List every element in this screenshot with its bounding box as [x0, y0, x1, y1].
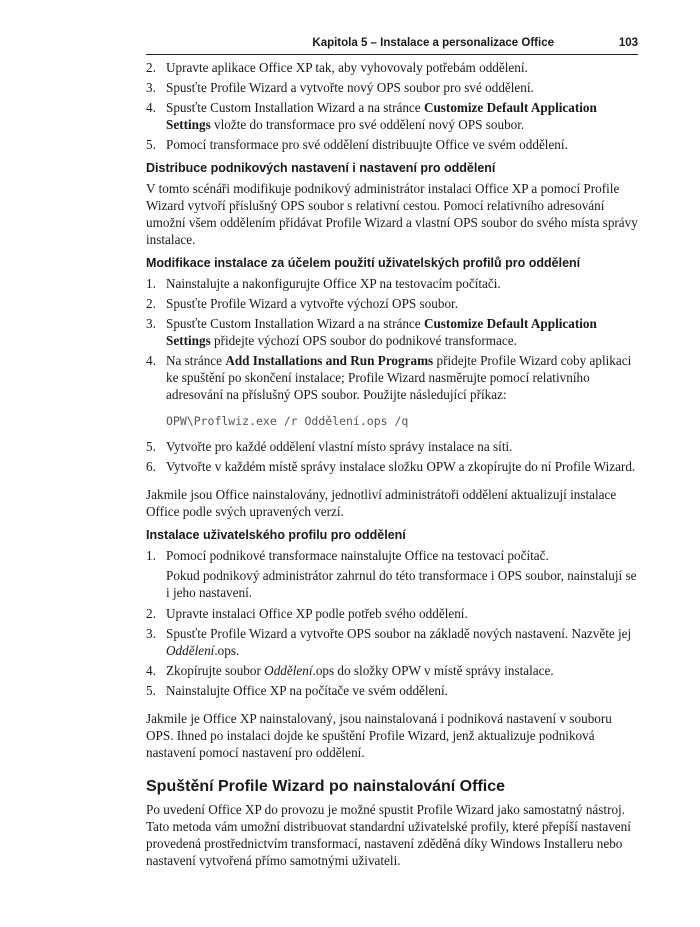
section-heading: Modifikace instalace za účelem použití uživatelských profilů pro oddělení	[146, 256, 581, 270]
list-item: 1. Nainstalujte a nakonfigurujte Office XP na testovacím počítači.	[146, 276, 501, 291]
page-body	[146, 59, 638, 873]
list-item: 3. Spusťte Profile Wizard a vytvořte nový OPS soubor pro své oddělení.	[146, 80, 534, 95]
list-item: 2. Upravte aplikace Office XP tak, aby vyhovovaly potřebám oddělení.	[146, 60, 528, 75]
list-item: 5. Vytvořte pro každé oddělení vlastní místo správy instalace na síti.	[146, 439, 513, 454]
steps-list	[146, 275, 638, 475]
list-item: 4. Zkopírujte soubor Oddělení.ops do složky OPW v místě správy instalace.	[146, 663, 554, 678]
list-item: 3. Spusťte Custom Installation Wizard a na stránce Customize Default Application Settings přidejte výchozí OPS soubor do podnikové transformace.	[146, 316, 597, 348]
running-header	[146, 36, 638, 55]
page-number: 103	[618, 37, 638, 49]
list-item: 4. Na stránce Add Installations and Run Programs přidejte Profile Wizard coby aplikaci ke spuštění po skončení instalace; Profile Wizard nasměrujte pomocí relativního adresování na příslušný OPS soubor. Použijte následující příkaz: OPW\Proflwiz.exe /r Oddělení.ops /q	[146, 352, 638, 430]
section-heading: Instalace uživatelského profilu pro oddělení	[146, 528, 406, 542]
chapter-title: Kapitola 5 – Instalace a personalizace Office	[312, 37, 554, 49]
list-item: 3. Spusťte Profile Wizard a vytvořte OPS soubor na základě nových nastavení. Nazvěte jej Oddělení.ops.	[146, 626, 632, 658]
list-item: 5. Pomocí transformace pro své oddělení distribuujte Office ve svém oddělení.	[146, 137, 568, 152]
list-item: 5. Nainstalujte Office XP na počítače ve svém oddělení.	[146, 683, 448, 698]
list-item: 2. Spusťte Profile Wizard a vytvořte výchozí OPS soubor.	[146, 296, 459, 311]
section-heading: Distribuce podnikových nastavení i nastavení pro oddělení	[146, 161, 496, 175]
list-item: 1. Pomocí podnikové transformace nainstalujte Office na testovací počítač. Pokud podnikový administrátor zahrnul do této transformace i OPS soubor, nainstalují se i jeho nastavení.	[146, 548, 637, 600]
paragraph: Jakmile jsou Office nainstalovány, jednotliví administrátoři oddělení aktualizují instalace Office podle svých upravených verzí.	[146, 487, 617, 519]
paragraph: Po uvedení Office XP do provozu je možné spustit Profile Wizard jako samostatný nástroj. Tato metoda vám umožní distribuovat standardní uživatelské profily, které přepíší nastavení provedená prostřednictvím transformací, nastavení zděděná díky Windows Installeru nebo nastavení vytvořená přímo samotnými uživateli.	[146, 802, 631, 868]
code-command: OPW\Proflwiz.exe /r Oddělení.ops /q	[166, 414, 409, 428]
paragraph: V tomto scénáři modifikuje podnikový administrátor instalaci Office XP a pomocí Profile Wizard vytvoří příslušný OPS soubor s relativní cestou. Pomocí relativního adresování umožní všem oddělením přidávat Profile Wizard a vlastní OPS soubor do svého místa správy instalace.	[146, 181, 638, 247]
paragraph: Jakmile je Office XP nainstalovaný, jsou nainstalovaná i podniková nastavení v souboru OPS. Ihned po instalaci dojde ke spuštění Profile Wizard, jenž aktualizuje podniková nastavení pomocí nastavení pro oddělení.	[146, 711, 612, 760]
intro-list	[146, 59, 638, 153]
list-item: 6. Vytvořte v každém místě správy instalace složku OPW a zkopírujte do ní Profile Wizard.	[146, 459, 636, 474]
list-item: 2. Upravte instalaci Office XP podle potřeb svého oddělení.	[146, 606, 468, 621]
list-item: 4. Spusťte Custom Installation Wizard a na stránce Customize Default Application Settings vložte do transformace pro své oddělení nový OPS soubor.	[146, 100, 597, 132]
major-heading: Spuštění Profile Wizard po nainstalování Office	[146, 778, 506, 795]
steps-list	[146, 547, 638, 699]
list-item-note: Pokud podnikový administrátor zahrnul do této transformace i OPS soubor, nainstalují se i jeho nastavení.	[166, 568, 637, 600]
